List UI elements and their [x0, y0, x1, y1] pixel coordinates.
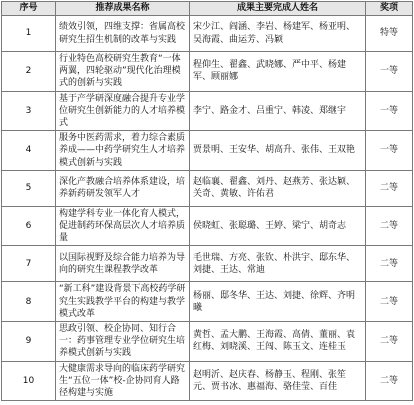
- row-name: 基于产学研深度融合提升专业学位研究生创新能力的人才培养模式: [56, 91, 190, 131]
- row-members: 程仰生、翟鑫、武晓娜、严中平、杨建军、顾丽娜: [190, 52, 366, 92]
- header-row: [2, 2, 413, 16]
- row-name: “新工科”建设背景下高校药学研究生实践教学平台的构建与教学模式改革: [56, 282, 190, 322]
- row-name: 大健康需求导向的临床药学研究生“五位一体”校-企协同育人路径构建与实施: [56, 361, 190, 401]
- row-no: 8: [2, 282, 56, 322]
- awards-table: [1, 1, 413, 401]
- row-name: 构建学科专业一体化育人模式，促进制药环保高层次人才培养质量: [56, 206, 190, 246]
- row-members: 杨丽、邸冬华、王达、刘捷、徐辉、齐明曦: [190, 282, 366, 322]
- row-award: 二等: [366, 170, 413, 206]
- table-row: [2, 282, 413, 322]
- row-name: 深化产教融合培养体系建设，培养新药研发领军人才: [56, 170, 190, 206]
- row-award: 一等: [366, 52, 413, 92]
- row-no: 2: [2, 52, 56, 92]
- row-award: 特等: [366, 16, 413, 52]
- row-award: 二等: [366, 322, 413, 362]
- row-award: 一等: [366, 131, 413, 171]
- header-members: 成果主要完成人姓名: [190, 2, 366, 16]
- row-award: 二等: [366, 282, 413, 322]
- table-row: [2, 361, 413, 401]
- row-name: 服务中医药需求，着力综合素质养成——中药学研究生人才培养模式创新与实践: [56, 131, 190, 171]
- row-members: 李宁、路金才、吕重宁、韩凌、郑继宇: [190, 91, 366, 131]
- row-no: 9: [2, 322, 56, 362]
- header-no: 序号: [2, 2, 56, 16]
- header-award: 奖项: [366, 2, 413, 16]
- row-award: 二等: [366, 361, 413, 401]
- row-name: 绩效引领，四维支撑：省属高校研究生招生机制的改革与实践: [56, 16, 190, 52]
- table-row: [2, 16, 413, 52]
- table-row: [2, 206, 413, 246]
- row-award: 二等: [366, 206, 413, 246]
- row-name: 思政引领、校企协同、知行合一：药事管理专业学位研究生培养模式创新与实践: [56, 322, 190, 362]
- row-no: 4: [2, 131, 56, 171]
- row-members: 毛世瑞、方亮、张钦、朴洪宇、邸东华、刘捷、王达、常迪: [190, 246, 366, 282]
- row-members: 宋少江、阎涵、李岩、杨建军、杨亚明、吴海霞、曲运芳、冯颖: [190, 16, 366, 52]
- table-row: [2, 91, 413, 131]
- row-no: 3: [2, 91, 56, 131]
- row-members: 黄哲、孟大鹏、王海霞、高倩、董丽、袁红梅、刘晓溪、王闯、陈玉文、连桂玉: [190, 322, 366, 362]
- row-members: 侯晓虹、张聪璐、王婷、梁宁、胡奇志: [190, 206, 366, 246]
- table-row: [2, 131, 413, 171]
- header-name: 推荐成果名称: [56, 2, 190, 16]
- row-name: 行业特色高校研究生教育“一体两翼，四轮驱动”现代化治理模式的创新与实践: [56, 52, 190, 92]
- table-row: [2, 246, 413, 282]
- row-award: 一等: [366, 91, 413, 131]
- table-row: [2, 322, 413, 362]
- row-members: 贾景明、王安华、胡高升、张伟、王双艳: [190, 131, 366, 171]
- row-no: 1: [2, 16, 56, 52]
- row-members: 赵临襄、翟鑫、刘丹、赵燕芳、张达颖、关奇、黄敏、许佑君: [190, 170, 366, 206]
- row-no: 5: [2, 170, 56, 206]
- row-members: 赵明沂、赵庆春、杨静玉、程刚、张笙元、贾书冰、惠福海、骆佳莹、百佳: [190, 361, 366, 401]
- row-award: 二等: [366, 246, 413, 282]
- row-no: 7: [2, 246, 56, 282]
- row-no: 10: [2, 361, 56, 401]
- row-name: 以国际视野及综合能力培养为导向的研究生课程教学改革: [56, 246, 190, 282]
- row-no: 6: [2, 206, 56, 246]
- table-row: [2, 170, 413, 206]
- table-row: [2, 52, 413, 92]
